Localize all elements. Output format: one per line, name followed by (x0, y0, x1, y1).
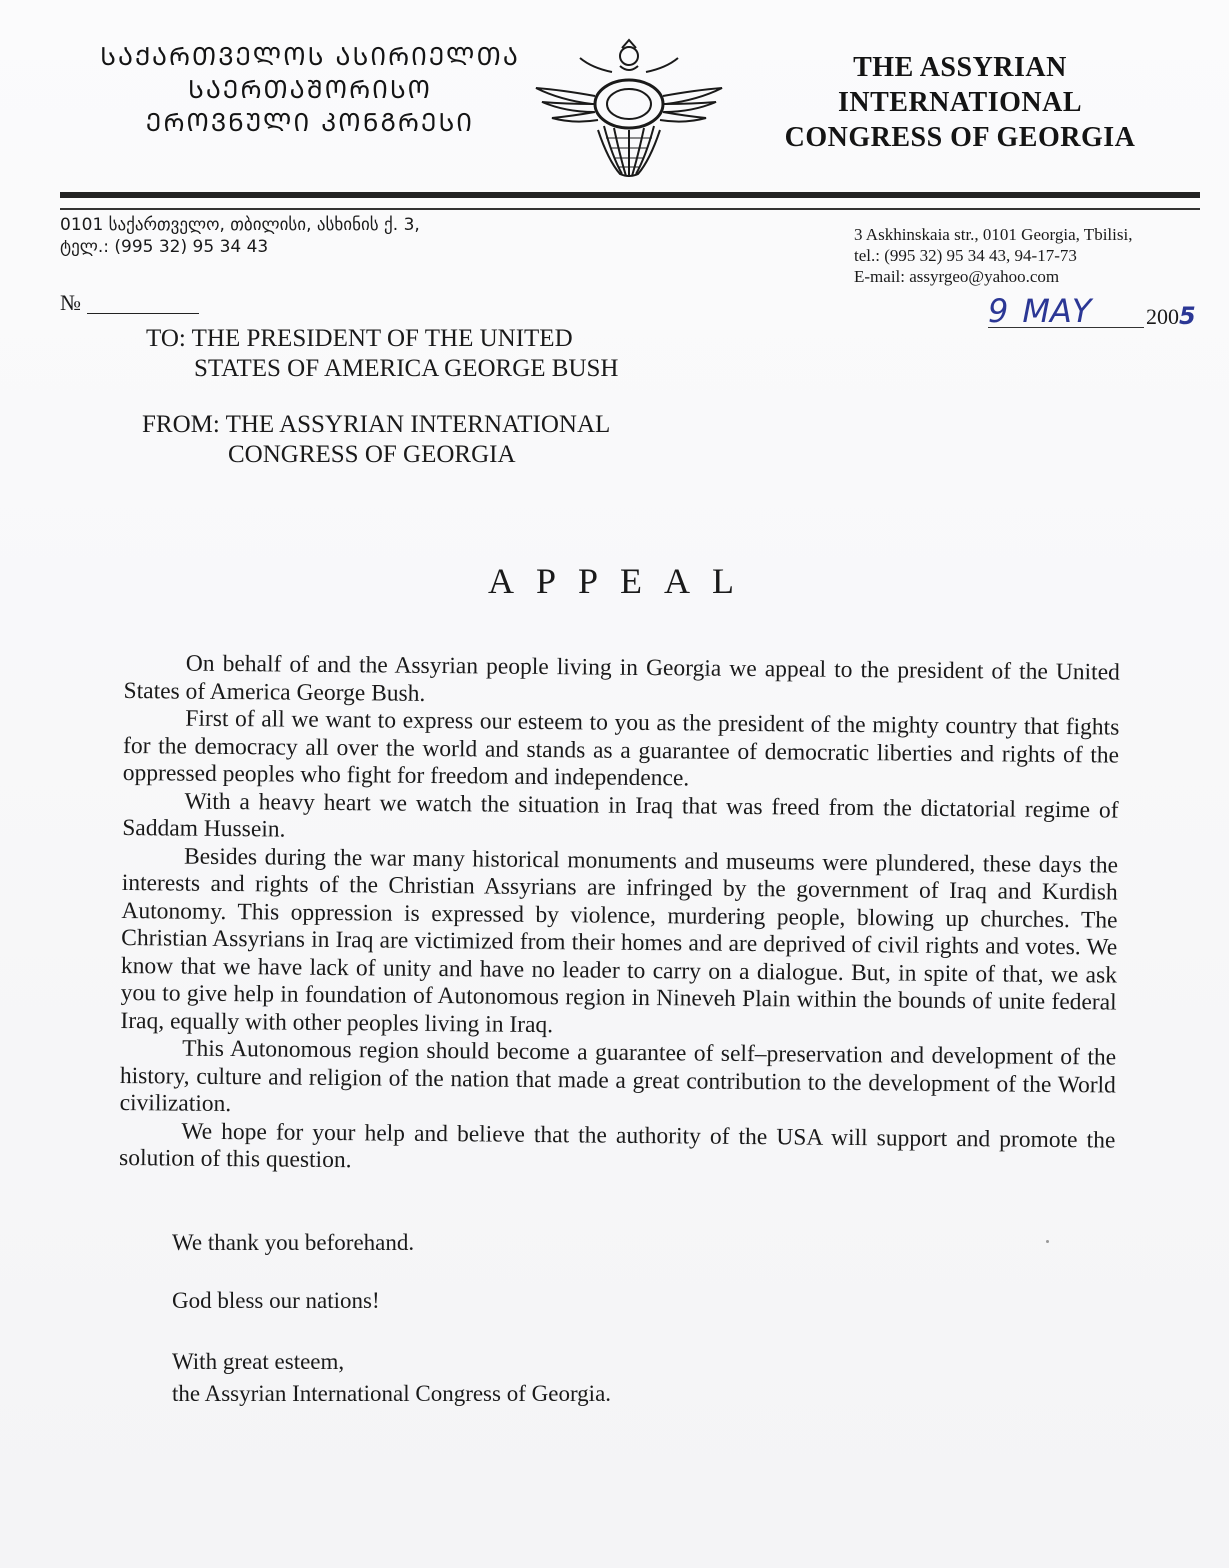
georgian-name-line-2: ᲡᲐᲔᲠᲗᲐᲨᲝᲠᲘᲡᲝ (187, 75, 433, 104)
letter-title: APPEAL (488, 561, 757, 601)
body-paragraph: Besides during the war many historical monuments and museums were plundered, these days the interests and rights of the Christian Assyrians are infringed by the government of Iraq and Kurdish Autonomy. This oppression is expressed by violence, murdering people, blowing up churches. The Christian Assyrians in Iraq are victimized from their homes and are deprived of civil rights and votes. We know that we have lack of unity and have no leader to carry on a dialogue. But, in spite of that, we ask you to give help in foundation of Autonomous region in Nineveh Plain within the bounds of unite federal Iraq, equally with other peoples living in Iraq. (120, 843, 1119, 1038)
address-english-line-1: 3 Askhinskaia str., 0101 Georgia, Tbilisi, (854, 225, 1133, 244)
date-day: 9 (988, 292, 1009, 330)
recipient-block (146, 324, 618, 384)
body-paragraph: First of all we want to express our esteem to you as the president of the mighty country that fights for the democracy all over the world and stands as a guarantee of democratic liberties and rights of the oppressed peoples who fight for freedom and independence. (122, 705, 1120, 792)
date-month: MAY (1022, 292, 1092, 330)
english-name-line-2: INTERNATIONAL (837, 87, 1083, 118)
reference-number-blank (87, 313, 199, 314)
paper-speck (1046, 1240, 1049, 1243)
date-year (1146, 302, 1196, 330)
sender-block (142, 410, 610, 470)
closing-signature-block (172, 1346, 611, 1410)
reference-number (60, 290, 199, 316)
sender-line-2: CONGRESS OF GEORGIA (228, 441, 516, 468)
address-english (854, 224, 1132, 287)
letterhead-divider-thin (60, 208, 1200, 210)
address-english-line-2: tel.: (995 32) 95 34 43, 94-17-73 (854, 246, 1077, 265)
address-georgian-line-2: ტელ.: (995 32) 95 34 43 (60, 237, 269, 257)
address-english-email: E-mail: assyrgeo@yahoo.com (854, 267, 1060, 286)
closing-thanks: We thank you beforehand. (172, 1230, 415, 1255)
body-paragraph: On behalf of and the Assyrian people living in Georgia we appeal to the president of the United States of America George Bush. (123, 650, 1120, 707)
number-sign: № (60, 290, 81, 315)
letterhead-georgian-name (70, 40, 550, 139)
english-name-line-3: CONGRESS OF GEORGIA (784, 122, 1136, 153)
closing-signature: the Assyrian International Congress of Georgia. (172, 1381, 612, 1406)
letter-body (119, 650, 1120, 1182)
body-paragraph: This Autonomous region should become a guarantee of self–preservation and development of the history, culture and religion of the nation that made a great contribution to the development of the World civilization. (119, 1035, 1117, 1118)
recipient-line-2: STATES OF AMERICA GEORGE BUSH (194, 355, 619, 382)
georgian-name-line-3: ᲔᲠᲝᲕᲜᲣᲚᲘ ᲙᲝᲜᲒᲠᲔᲡᲘ (145, 108, 475, 137)
letterhead-divider-thick (60, 192, 1200, 198)
winged-disc-emblem-icon (532, 38, 727, 178)
date-year-handwritten: 5 (1179, 302, 1196, 330)
body-paragraph: We hope for your help and believe that the authority of the USA will support and promote the solution of this question. (118, 1118, 1116, 1174)
english-name-line-1: THE ASSYRIAN (853, 52, 1067, 83)
sender-line-1: FROM: THE ASSYRIAN INTERNATIONAL (142, 411, 611, 438)
date-underline (988, 327, 1144, 328)
georgian-name-line-1: ᲡᲐᲥᲐᲠᲗᲕᲔᲚᲝᲡ ᲐᲡᲘᲠᲘᲔᲚᲗᲐ (100, 42, 520, 71)
closing-esteem: With great esteem, (172, 1349, 345, 1374)
letterhead-english-name (760, 50, 1160, 155)
handwritten-date (988, 292, 1091, 330)
address-georgian (60, 214, 420, 258)
address-georgian-line-1: 0101 საქართველო, თბილისი, ასხინის ქ. 3, (60, 215, 420, 235)
closing-blessing: God bless our nations! (172, 1288, 380, 1313)
date-year-printed: 200 (1146, 304, 1179, 329)
recipient-line-1: TO: THE PRESIDENT OF THE UNITED (146, 325, 573, 352)
body-paragraph: With a heavy heart we watch the situation in Iraq that was freed from the dictatorial regime of Saddam Hussein. (122, 788, 1119, 843)
